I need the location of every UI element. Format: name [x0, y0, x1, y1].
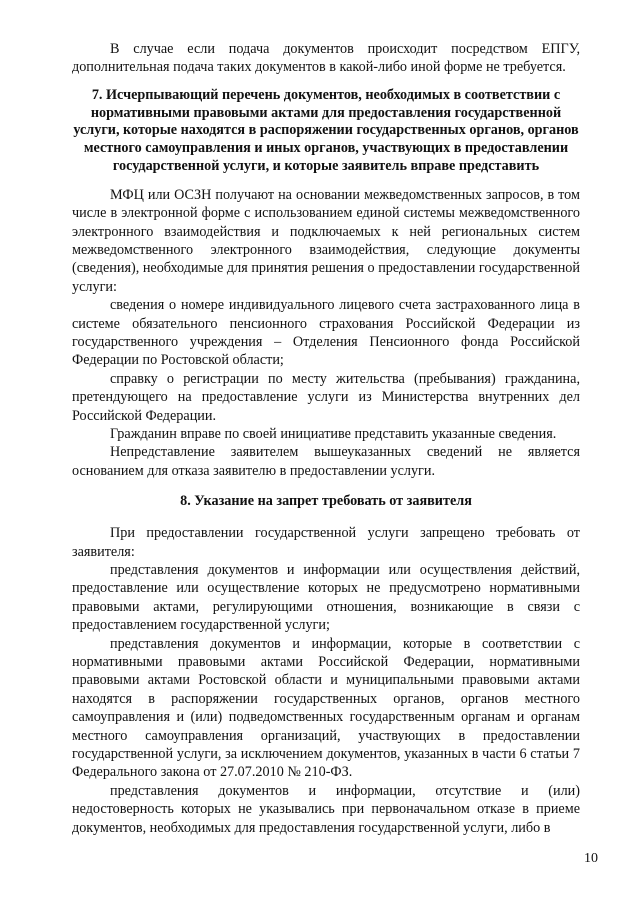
paragraph-prohibition-refusal: представления документов и информации, отсутствие и (или) недостоверность которых не указывались при первоначальном отказе в приеме документов, необходимых для предоставления государственной услуги, либо в	[72, 782, 580, 836]
paragraph-citizen-right: Гражданин вправе по своей инициативе представить указанные сведения.	[110, 426, 557, 443]
paragraph-mfc-requests: МФЦ или ОСЗН получают на основании межведомственных запросов, в том числе в электронной форме с использованием единой системы межведомственного электронного взаимодействия и подключаемых к ней региональных систем межведомственного электронного взаимодействия, следующие документы (сведения), необходимые для принятия решения о предоставлении государственной услуги:	[72, 186, 580, 295]
paragraph-prohibition-actions: представления документов и информации или осуществления действий, предоставление или осуществление которых не предусмотрено нормативными правовыми актами, регулирующими отношения, возникающие в связи с предоставлением государственной услуги;	[72, 561, 580, 634]
paragraph-pension-account: сведения о номере индивидуального лицевого счета застрахованного лица в системе обязательного пенсионного страхования Российской Федерации из государственного учреждения – Отделения Пенсионного фонда Российской Федерации по Ростовской области;	[72, 297, 580, 369]
page-number: 10	[584, 851, 598, 866]
paragraph-prohibition-documents: представления документов и информации, которые в соответствии с нормативными правовыми актами Российской Федерации, нормативными правовыми актами Ростовской области и муниципальными правовыми актами находятся в распоряжении государственных органов, органов местного самоуправления и (или) подведомственных государственным органам и органам местного самоуправления организаций, участвующих в предоставлении государственной услуги, за исключением документов, указанных в части 6 статьи 7 Федерального закона от 27.07.2010 № 210-ФЗ.	[72, 635, 580, 781]
section-8-heading: 8. Указание на запрет требовать от заявителя	[180, 493, 472, 510]
paragraph-epgu: В случае если подача документов происходит посредством ЕПГУ, дополнительная подача таких документов в какой-либо иной форме не требуется.	[72, 41, 580, 76]
paragraph-registration-certificate: справку о регистрации по месту жительства (пребывания) гражданина, претендующего на предоставление услуги из Министерства внутренних дел Российской Федерации.	[72, 370, 580, 424]
paragraph-prohibition-intro: При предоставлении государственной услуги запрещено требовать от заявителя:	[72, 525, 580, 560]
paragraph-non-submission: Непредставление заявителем вышеуказанных сведений не является основанием для отказа заявителю в предоставлении услуги.	[72, 444, 580, 479]
section-7-heading: 7. Исчерпывающий перечень документов, необходимых в соответствии с нормативными правовыми актами для предоставления государственной услуги, которые находятся в распоряжении государственных органов, органов местного самоуправления и иных органов, участвующих в предоставлении государственной услуги, и которые заявитель вправе представить	[73, 86, 579, 174]
